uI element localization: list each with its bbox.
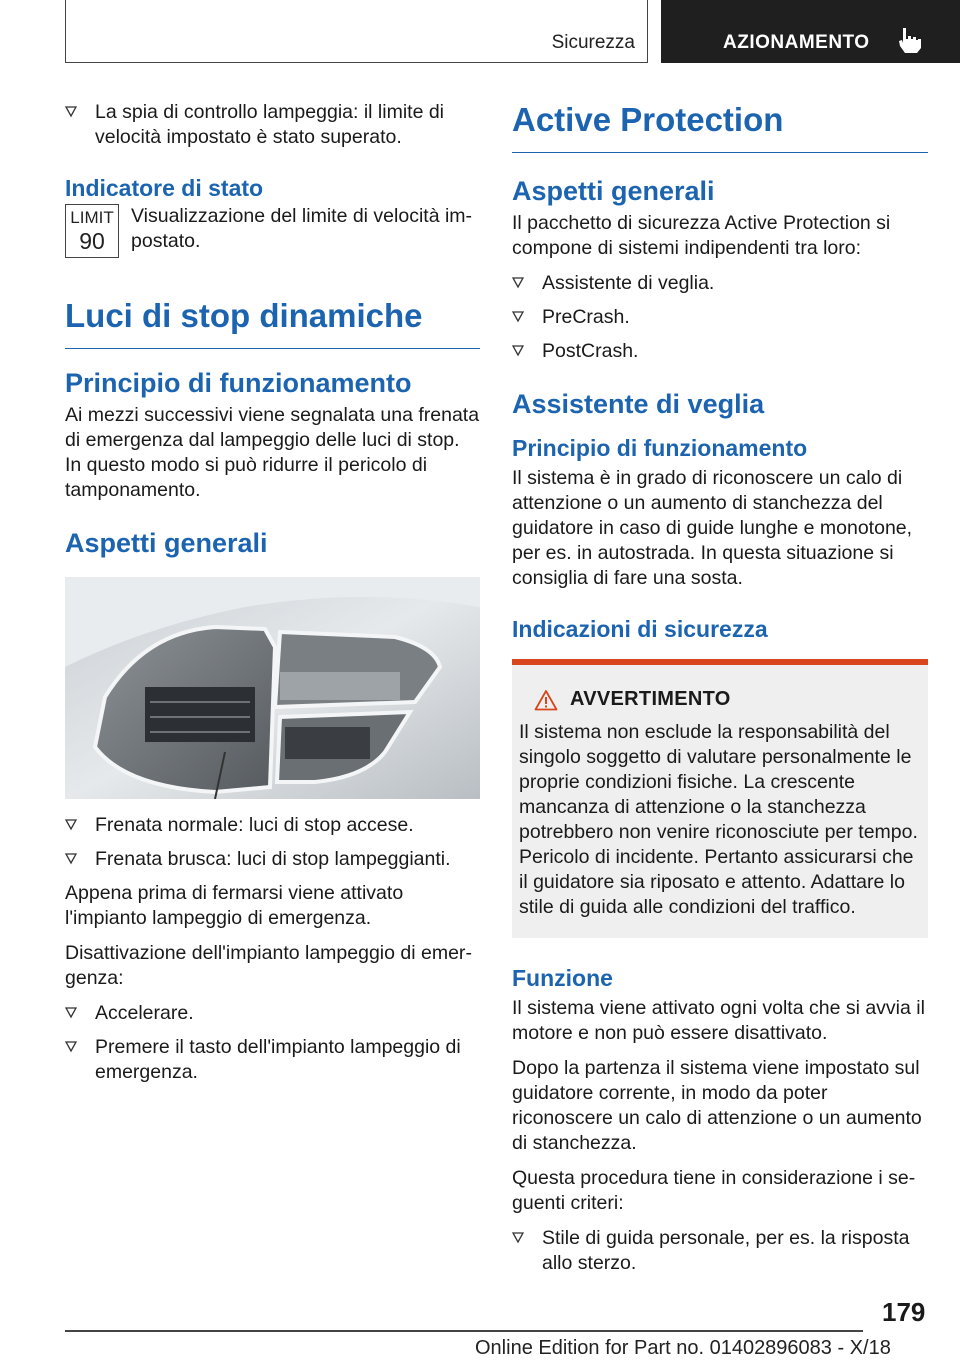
section-title-active-protection: Active Protection: [512, 100, 928, 153]
pointing-hand-icon: [897, 26, 923, 54]
triangle-bullet-icon: [512, 309, 524, 323]
brake-bullet-text: Frenata normale: luci di stop accese.: [95, 814, 414, 836]
header-section-box: [65, 0, 648, 63]
list-item: [512, 1226, 928, 1276]
deactivation-text: Disattivazione dell'impianto lampeggio di emergenza:: [65, 942, 472, 989]
triangle-bullet-icon: [65, 1039, 77, 1053]
triangle-bullet-icon: [65, 817, 77, 831]
system-item-text: PreCrash.: [542, 306, 630, 328]
status-heading: Indicatore di stato: [65, 175, 264, 201]
list-item: [65, 847, 480, 872]
list-item: [65, 1035, 480, 1085]
triangle-bullet-icon: [65, 1005, 77, 1019]
header-chapter-box: [661, 0, 960, 63]
assistant-heading: Assistente di veglia: [512, 389, 765, 419]
general-heading-left: Aspetti generali: [65, 528, 268, 558]
general-text-right: Il pacchetto di sicurezza Active Protection si compone di sistemi indipendenti tra loro:: [512, 212, 891, 259]
warning-title: AVVERTIMENTO: [570, 688, 731, 710]
list-item: [65, 1001, 480, 1026]
list-item: [65, 813, 480, 838]
triangle-bullet-icon: [512, 275, 524, 289]
taillight-illustration: [65, 577, 480, 799]
list-item: [512, 339, 928, 364]
triangle-bullet-icon: [512, 343, 524, 357]
warning-title-row: [534, 687, 921, 712]
triangle-bullet-icon: [512, 1230, 524, 1244]
intro-bullet-text: La spia di controllo lampeggia: il limite di velocità impostato è stato superato.: [95, 101, 445, 148]
warning-triangle-icon: [534, 689, 558, 711]
limit-icon-label: LIMIT: [70, 208, 114, 227]
system-item-text: PostCrash.: [542, 340, 639, 362]
speed-limit-icon: [65, 204, 119, 258]
safety-heading: Indicazioni di sicurezza: [512, 616, 768, 642]
principle-text-right: Il sistema è in grado di riconoscere un calo di attenzione o un aumento di stanchezza del guidatore in caso di guide lunghe e monotone, per es. in autostrada. In questa situazione si consiglia di fare una sosta.: [512, 467, 913, 589]
list-item: [512, 271, 928, 296]
header-chapter-label: AZIONAMENTO: [723, 32, 870, 53]
general-heading-right: Aspetti generali: [512, 176, 715, 206]
warning-box: [512, 659, 928, 938]
deactivate-bullet-text: Premere il tasto dell'impianto lampeggio di emergenza.: [95, 1036, 461, 1083]
list-item: [65, 100, 480, 150]
header-section-label: Sicurezza: [551, 32, 635, 53]
hazard-text: Appena prima di fermarsi viene attivato l'impianto lampeggio di emergenza.: [65, 882, 404, 929]
footer-divider: [65, 1330, 863, 1332]
limit-indicator-row: [65, 204, 480, 258]
function-heading: Funzione: [512, 965, 613, 991]
triangle-bullet-icon: [65, 104, 77, 118]
principle-heading-right: Principio di funzionamento: [512, 435, 808, 461]
function-text-3: Questa procedura tiene in considerazione i seguenti criteri:: [512, 1167, 916, 1214]
section-title-brake-lights: Luci di stop dinamiche: [65, 296, 480, 349]
page-number: 179: [882, 1297, 926, 1327]
principle-text-left: Ai mezzi successivi viene segnalata una frenata di emergenza dal lampeggio delle luci di stop. In questo modo si può ridurre il pericolo di tamponamento.: [65, 404, 480, 501]
criteria-item-text: Stile di guida personale, per es. la risposta allo sterzo.: [542, 1227, 910, 1274]
footer-edition: Online Edition for Part no. 01402896083 - X/18: [475, 1337, 891, 1359]
function-text-2: Dopo la partenza il sistema viene impostato sul guidatore corrente, in modo da poter riconoscere un calo di attenzione o un aumento di stanchezza.: [512, 1057, 922, 1154]
warning-text: Il sistema non esclude la responsabilità del singolo soggetto di valutare personalmente le proprie condizioni fisiche. La crescente mancanza di attenzione o la stanchezza potrebbero non venire riconosciute per tempo. Pericolo di incidente. Pertanto assicurarsi che il guidatore sia riposato e attento. Adattare lo stile di guida alle condizioni del traffico.: [519, 721, 918, 918]
limit-description: Visualizzazione del limite di velocità impostato.: [131, 205, 473, 252]
system-item-text: Assistente di veglia.: [542, 272, 715, 294]
left-column: [65, 100, 480, 1094]
list-item: [512, 305, 928, 330]
deactivate-bullet-text: Accelerare.: [95, 1002, 194, 1024]
function-text-1: Il sistema viene attivato ogni volta che si avvia il motore e non può essere disattivato.: [512, 997, 925, 1044]
triangle-bullet-icon: [65, 851, 77, 865]
principle-heading-left: Principio di funzionamento: [65, 368, 412, 398]
right-column: [512, 100, 928, 1285]
limit-icon-value: 90: [79, 228, 105, 254]
brake-bullet-text: Frenata brusca: luci di stop lampeggianti.: [95, 848, 451, 870]
